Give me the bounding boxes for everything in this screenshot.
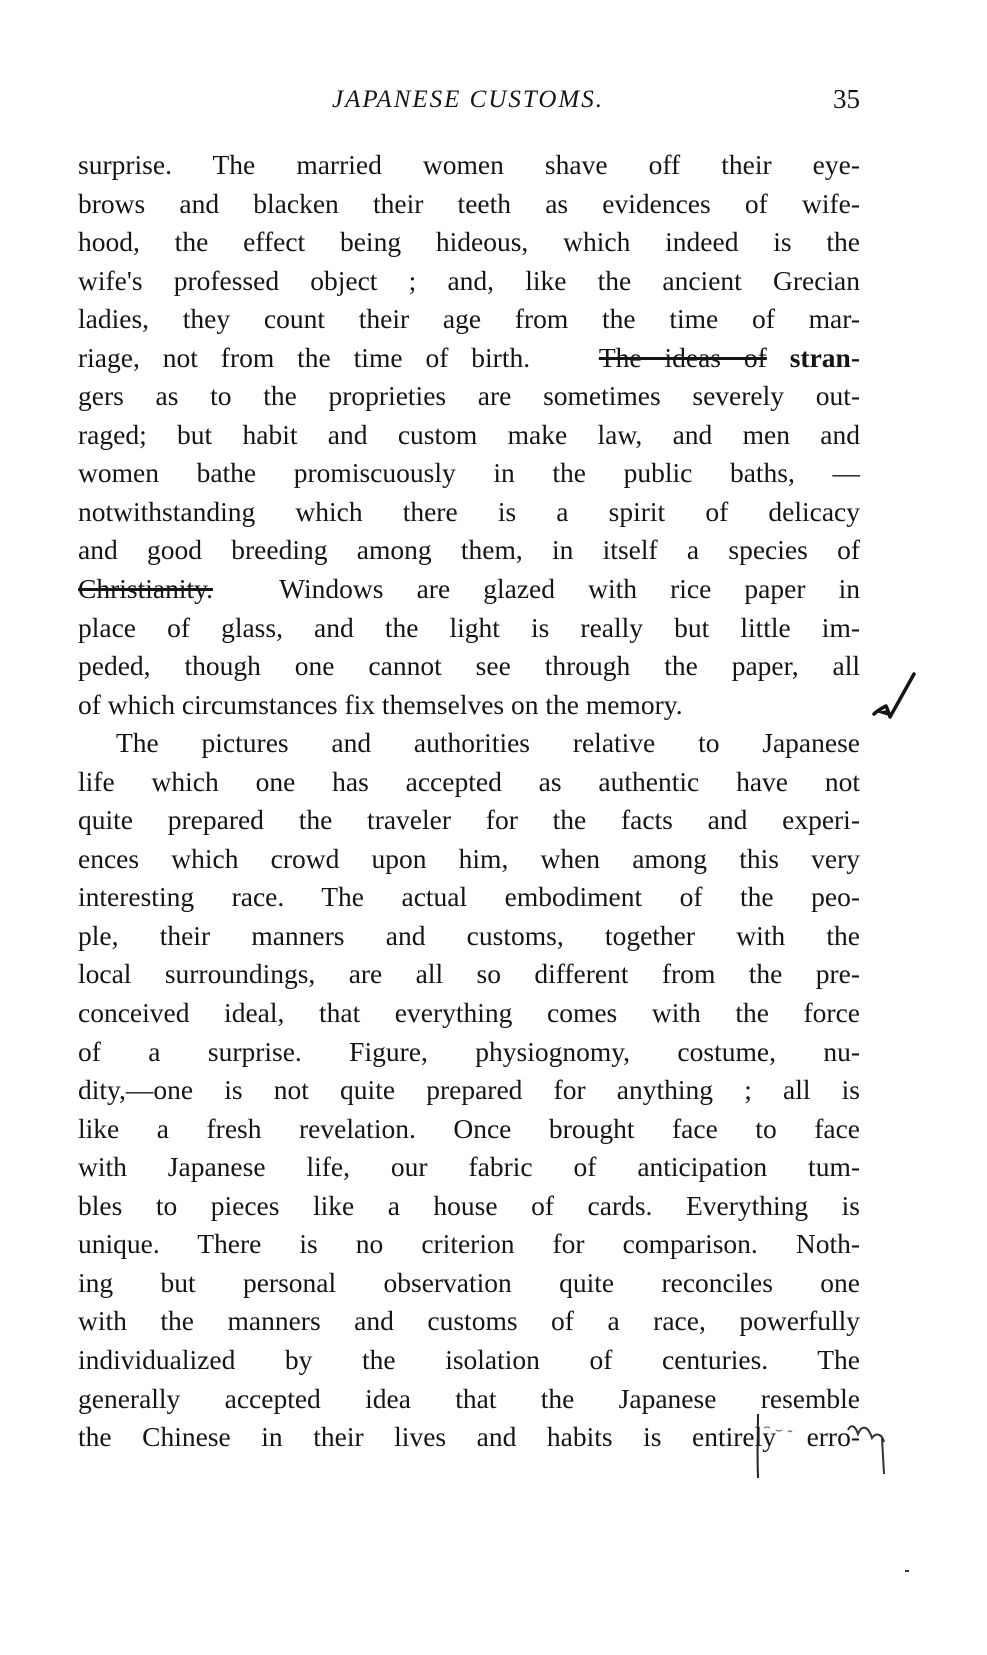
text-line: generally accepted idea that the Japanese resemble [78,1382,860,1414]
text-line: with the manners and customs of a race, powerfully [78,1305,860,1337]
text-line: hood, the effect being hideous, which indeed is the [78,226,860,258]
text-line: unique. There is no criterion for comparison. Noth- [78,1228,860,1260]
text-line-with-strikethrough [78,570,860,609]
text-line-with-strikethrough [78,339,860,378]
text-line: conceived ideal, that everything comes with the force [78,997,860,1029]
text-line: place of glass, and the light is really but little im- [78,611,860,643]
page-header [78,86,858,126]
text-line: gers as to the proprieties are sometimes severely out- [78,380,860,412]
text-segment: riage, not from the time of birth. [78,341,531,373]
struck-through-text: The ideas of [598,341,767,373]
check-mark-icon [872,670,916,720]
text-line: raged; but habit and custom make law, and men and [78,418,860,450]
text-line: peded, though one cannot see through the paper, all [78,650,860,682]
running-title: JAPANESE CUSTOMS. [332,86,604,113]
text-line: women bathe promiscuously in the public baths, — [78,457,860,489]
text-line: interesting race. The actual embodiment of the peo- [78,881,860,913]
text-segment: Windows are glazed with rice paper in [279,573,860,605]
text-line: quite prepared the traveler for the facts and experi- [78,804,860,836]
text-line: bles to pieces like a house of cards. Everything is [78,1189,860,1221]
text-line: like a fresh revelation. Once brought face to face [78,1112,860,1144]
text-line: surprise. The married women shave off their eye- [78,149,860,180]
text-line: of which circumstances fix themselves on the memory. [78,688,683,720]
text-line: dity,—one is not quite prepared for anything ; all is [78,1074,860,1106]
text-line: ladies, they count their age from the time of mar- [78,303,860,335]
page-number: 35 [833,84,860,114]
text-line: notwithstanding which there is a spirit of delicacy [78,495,860,527]
text-line: the Chinese in their lives and habits is entirely erro- [78,1421,860,1453]
ink-speck [905,1570,909,1572]
text-line: ple, their manners and customs, together with the [78,919,860,951]
handwritten-scribble-icon [748,1408,908,1488]
text-line: life which one has accepted as authentic have not [78,765,860,797]
text-line: and good breeding among them, in itself a species of [78,534,860,566]
text-line: ences which crowd upon him, when among this very [78,842,860,874]
text-line: individualized by the isolation of centuries. The [78,1343,860,1375]
text-line: with Japanese life, our fabric of anticipation tum- [78,1151,860,1183]
struck-through-text: Christianity. [78,573,213,605]
text-line: local surroundings, are all so different from the pre- [78,958,860,990]
text-line: ing but personal observation quite reconciles one [78,1266,860,1298]
text-segment: stran- [789,341,861,373]
text-line: wife's professed object ; and, like the ancient Grecian [78,264,860,296]
body-text [78,146,860,1457]
text-line: The pictures and authorities relative to Japanese [116,727,860,759]
text-line: brows and blacken their teeth as evidences of wife- [78,187,860,219]
text-line: of a surprise. Figure, physiognomy, costume, nu- [78,1035,860,1067]
